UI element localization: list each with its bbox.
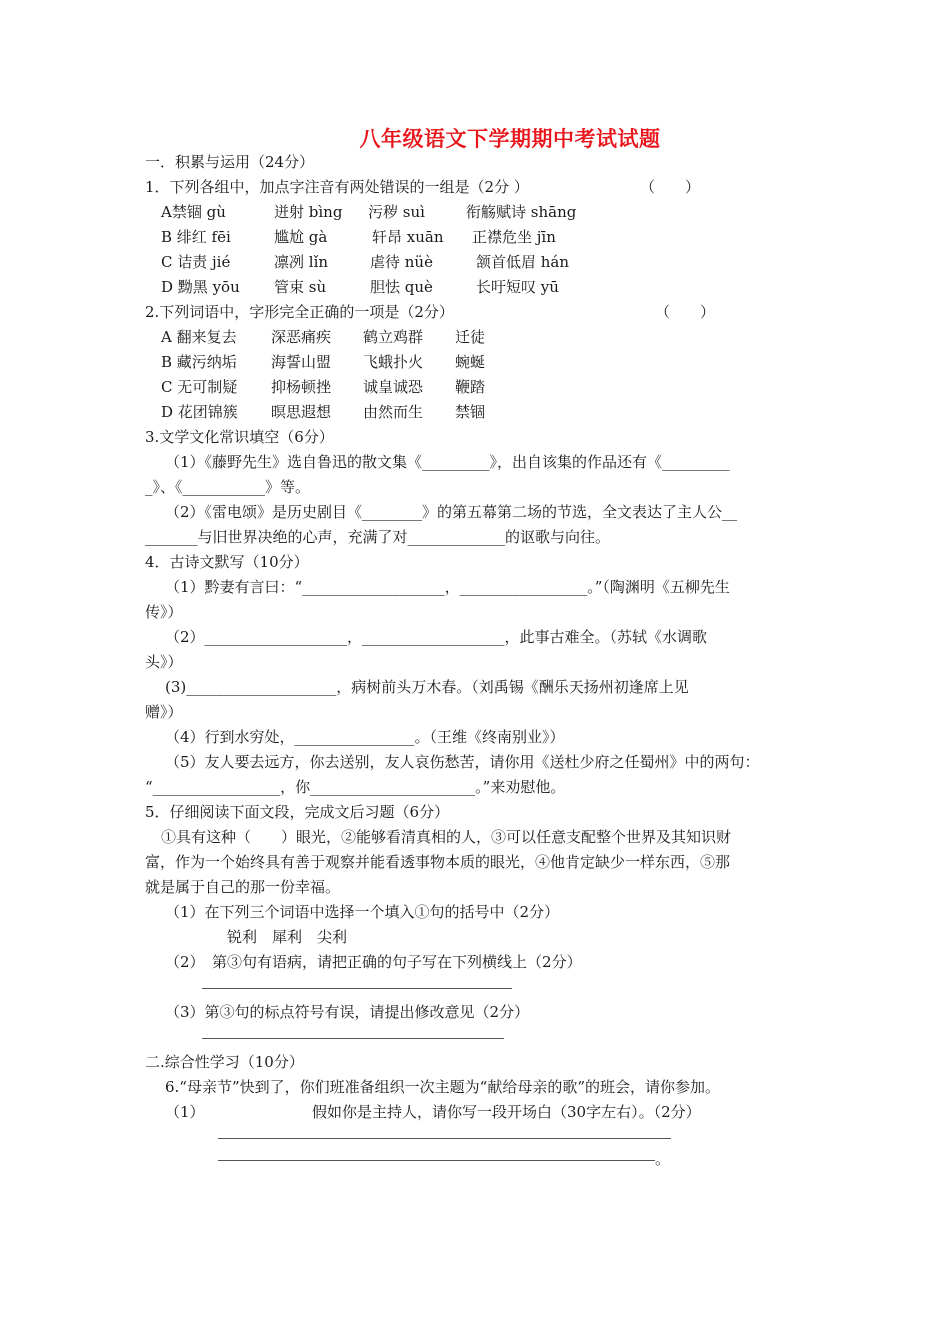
q1-c-4: 颔首低眉 hán [476, 253, 570, 271]
q1-a-3: 污秽 suì [368, 203, 425, 221]
q1-a-4: 衔觞赋诗 shāng [466, 203, 577, 221]
q2-b-3: 飞蛾扑火 [363, 353, 424, 371]
q5-sub3: （3）第③句的标点符号有误，请提出修改意见（2分） [165, 1003, 530, 1021]
q1-b-1: B 绯红 fēi [161, 228, 231, 246]
section1-heading: 一．积累与运用（24分） [145, 153, 315, 171]
q6-answer-area-1 [145, 1125, 815, 1147]
q1-option-c [145, 250, 815, 275]
q6-sub1 [145, 1100, 815, 1125]
q6-sub1-text: 假如你是主持人，请你写一段开场白（30字左右）。（2分） [312, 1103, 701, 1121]
q6-answer-line-2[interactable] [218, 1160, 655, 1161]
q5-sub3-answer-area [145, 1025, 815, 1050]
q2-d-1: D 花团锦簇 [161, 403, 238, 421]
q1-d-2: 管束 sù [274, 278, 327, 296]
q1-d-4: 长吁短叹 yū [476, 278, 559, 296]
q2-stem-text: 2.下列词语中，字形完全正确的一项是（2分） [145, 303, 454, 321]
q4-line: “_________________，你______________________。”来劝慰他。 [145, 778, 566, 796]
q1-b-4: 正襟危坐 jīn [472, 228, 556, 246]
q2-c-2: 抑杨顿挫 [271, 378, 332, 396]
exam-content [145, 150, 815, 1172]
q1-c-3: 虐待 nüè [370, 253, 433, 271]
q2-a-1: A 翻来复去 [161, 328, 237, 346]
q6-answer-area-2 [145, 1147, 815, 1172]
q4-line: （5）友人要去远方，你去送别，友人哀伤愁苦，请你用《送杜少府之任蜀州》中的两句： [165, 753, 760, 771]
q5-passage-line: ①具有这种（ ）眼光，②能够看清真相的人，③可以任意支配整个世界及其知识财 [161, 828, 732, 846]
q1-option-d [145, 275, 815, 300]
page-title: 八年级语文下学期期中考试试题 [359, 126, 661, 151]
q1-stem-text: 1．下列各组中，加点字注音有两处错误的一组是（2分 ） [145, 178, 529, 196]
q5-sub3-answer-line[interactable] [202, 1038, 504, 1039]
section2-heading: 二.综合性学习（10分） [145, 1053, 304, 1071]
q4-line: （4）行到水穷处，________________。（王维《终南别业》） [165, 728, 565, 746]
q2-b-4: 蜿蜒 [455, 353, 486, 371]
q2-answer-paren: （ ） [655, 303, 716, 321]
q1-b-3: 轩昂 xuān [372, 228, 444, 246]
q6-end-mark: 。 [655, 1150, 671, 1168]
q1-answer-paren: （ ） [640, 178, 701, 196]
q4-line: 赠》） [145, 703, 183, 721]
q4-line: （2）___________________，___________________，此事古难全。（苏轼《水调歌 [165, 628, 708, 646]
q1-b-2: 尴尬 gà [274, 228, 328, 246]
q3-stem: 3.文学文化常识填空（6分） [145, 428, 334, 446]
q2-a-4: 迁徒 [455, 328, 486, 346]
q6-answer-line-1[interactable] [218, 1138, 671, 1139]
q3-line: _》、《___________》等。 [145, 478, 311, 496]
q2-b-1: B 藏污纳垢 [161, 353, 237, 371]
q1-c-2: 凛冽 lǐn [274, 253, 329, 271]
q2-option-c [145, 375, 815, 400]
q2-c-3: 诚皇诚恐 [363, 378, 424, 396]
q2-c-1: C 无可制疑 [161, 378, 238, 396]
q2-d-4: 禁锢 [455, 403, 486, 421]
q2-b-2: 海誓山盟 [271, 353, 332, 371]
q4-line: 传》） [145, 603, 183, 621]
q5-sub2-answer-line[interactable] [202, 988, 512, 989]
q1-d-1: D 黝黑 yōu [161, 278, 240, 296]
q1-d-3: 胆怯 què [370, 278, 433, 296]
q4-stem: 4．古诗文默写（10分） [145, 553, 309, 571]
q3-line: _______与旧世界决绝的心声，充满了对_____________的讴歌与向往。 [145, 528, 611, 546]
q1-a-2: 迸射 bìng [274, 203, 343, 221]
q2-stem [145, 300, 815, 325]
q3-line: （1）《藤野先生》选自鲁迅的散文集《_________》，出自该集的作品还有《_________ [165, 453, 730, 471]
q5-sub1: （1）在下列三个词语中选择一个填入①句的括号中（2分） [165, 903, 560, 921]
q2-option-d [145, 400, 815, 425]
q5-sub2: （2） 第③句有语病，请把正确的句子写在下列横线上（2分） [165, 953, 582, 971]
q2-option-b [145, 350, 815, 375]
q2-a-2: 深恶痛疾 [271, 328, 332, 346]
q5-passage-line: 富，作为一个始终具有善于观察并能看透事物本质的眼光，④他肯定缺少一样东西，⑤那 [145, 853, 731, 871]
q2-a-3: 鹤立鸡群 [363, 328, 424, 346]
q4-line: （1）黔妻有言曰：“___________________，_________________。”（陶渊明《五柳先生 [165, 578, 730, 596]
q2-d-3: 由然而生 [363, 403, 424, 421]
q4-line: (3)____________________，病树前头万木春。（刘禹锡《酬乐天扬州初逢席上见 [165, 678, 689, 696]
q4-line: 头》） [145, 653, 183, 671]
q5-passage-line: 就是属于自己的那一份幸福。 [145, 878, 341, 896]
q6-stem: 6.“母亲节”快到了，你们班准备组织一次主题为“献给母亲的歌”的班会，请你参加。 [165, 1078, 720, 1096]
q3-line: （2）《雷电颂》是历史剧目《________》的第五幕第二场的节选，全文表达了主人公__ [165, 503, 738, 521]
q6-sub1-number: （1） [165, 1103, 205, 1121]
q5-word-choices: 锐利 犀利 尖利 [227, 928, 348, 946]
q5-sub2-answer-area [145, 975, 815, 1000]
q1-c-1: C 诘责 jié [161, 253, 231, 271]
q5-stem: 5．仔细阅读下面文段，完成文后习题（6分） [145, 803, 450, 821]
q1-option-b [145, 225, 815, 250]
q1-stem [145, 175, 815, 200]
q2-d-2: 暝思遐想 [271, 403, 332, 421]
q2-option-a [145, 325, 815, 350]
q2-c-4: 鞭踏 [455, 378, 486, 396]
q1-option-a [145, 200, 815, 225]
q1-a-1: A禁锢 gù [161, 203, 226, 221]
